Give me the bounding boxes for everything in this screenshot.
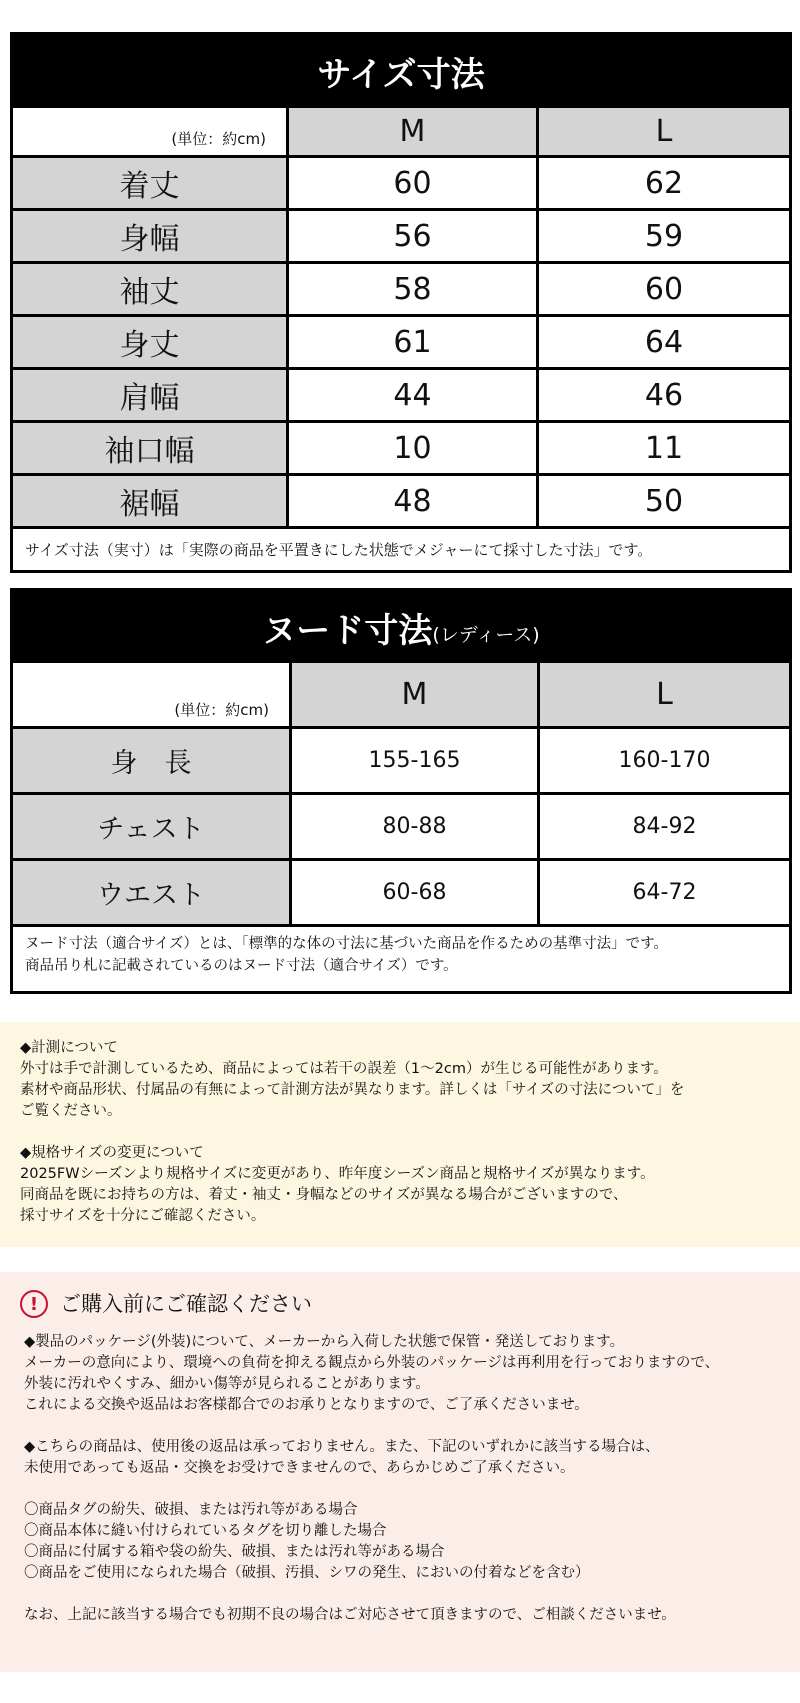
info-line: ご覧ください。 <box>20 1103 122 1119</box>
nude-note-line: 商品吊り札に記載されているのはヌード寸法（適合サイズ）です。 <box>25 958 458 974</box>
caution-line: 〇商品をご使用になられた場合（破損、汚損、シワの発生、においの付着などを含む） <box>24 1565 590 1581</box>
info-line: ◆計測について <box>20 1040 118 1056</box>
nude-header-l: L <box>540 663 789 729</box>
size-row-label: 身幅 <box>13 211 289 264</box>
size-row-value-m: 56 <box>289 211 539 264</box>
size-row-value-l: 62 <box>539 158 789 211</box>
size-row-label: 袖丈 <box>13 264 289 317</box>
size-table <box>10 32 792 573</box>
caution-box <box>0 1272 800 1672</box>
size-row-value-m: 10 <box>289 423 539 476</box>
exclamation-circle-icon: ! <box>20 1290 48 1318</box>
nude-header-m: M <box>292 663 540 729</box>
size-row-value-l: 46 <box>539 370 789 423</box>
size-row-label: 肩幅 <box>13 370 289 423</box>
size-row-value-l: 50 <box>539 476 789 529</box>
nude-unit-label: (単位：約cm) <box>13 663 292 729</box>
info-line: 2025FWシーズンより規格サイズに変更があり、昨年度シーズン商品と規格サイズが異なります。 <box>20 1166 655 1182</box>
size-row-label: 裾幅 <box>13 476 289 529</box>
caution-line: 〇商品に付属する箱や袋の紛失、破損、または汚れ等がある場合 <box>24 1544 445 1560</box>
caution-header <box>20 1290 800 1318</box>
caution-line: 〇商品タグの紛失、破損、または汚れ等がある場合 <box>24 1502 358 1518</box>
caution-line: ◆製品のパッケージ(外装)について、メーカーから入荷した状態で保管・発送しております。 <box>24 1334 625 1350</box>
info-line: 同商品を既にお持ちの方は、着丈・袖丈・身幅などのサイズが異なる場合がございますので、 <box>20 1187 628 1203</box>
info-line: 素材や商品形状、付属品の有無によって計測方法が異なります。詳しくは「サイズの寸法について」を <box>20 1082 685 1098</box>
caution-line <box>24 1479 800 1500</box>
size-header-l: L <box>539 108 789 158</box>
caution-line: 外装に汚れやくすみ、細かい傷等が見られることがあります。 <box>24 1376 430 1392</box>
nude-table <box>10 588 792 994</box>
measurement-info <box>0 1022 800 1247</box>
size-row-value-m: 61 <box>289 317 539 370</box>
caution-line: 〇商品本体に縫い付けられているタグを切り離した場合 <box>24 1523 387 1539</box>
size-table-note: サイズ寸法（実寸）は「実際の商品を平置きにした状態でメジャーにて採寸した寸法」です。 <box>13 529 789 570</box>
size-row-value-l: 59 <box>539 211 789 264</box>
size-table-title: サイズ寸法 <box>13 35 789 108</box>
nude-row-value-m: 155-165 <box>292 729 540 795</box>
nude-table-title-bar <box>13 591 789 663</box>
size-row-value-m: 60 <box>289 158 539 211</box>
size-row-value-m: 44 <box>289 370 539 423</box>
nude-table-title: ヌード寸法 <box>262 610 433 651</box>
size-row-value-l: 60 <box>539 264 789 317</box>
info-line: 外寸は手で計測しているため、商品によっては若干の誤差（1〜2cm）が生じる可能性があります。 <box>20 1061 668 1077</box>
nude-table-note <box>25 933 668 977</box>
caution-line: 未使用であっても返品・交換をお受けできませんので、あらかじめご了承ください。 <box>24 1460 575 1476</box>
nude-row-value-l: 160-170 <box>540 729 789 795</box>
nude-row-value-l: 84-92 <box>540 795 789 861</box>
caution-line <box>24 1416 800 1437</box>
size-row-label: 身丈 <box>13 317 289 370</box>
nude-row-label: 身 長 <box>13 729 292 795</box>
caution-heading: ご購入前にご確認ください <box>60 1291 312 1316</box>
nude-note-line: ヌード寸法（適合サイズ）とは、「標準的な体の寸法に基づいた商品を作るための基準寸法」です。 <box>25 936 668 952</box>
size-row-label: 袖口幅 <box>13 423 289 476</box>
nude-row-value-m: 80-88 <box>292 795 540 861</box>
size-unit-label: (単位：約cm) <box>13 108 289 158</box>
info-line <box>20 1122 800 1143</box>
size-row-value-l: 11 <box>539 423 789 476</box>
caution-line: ◆こちらの商品は、使用後の返品は承っておりません。また、下記のいずれかに該当する場合は、 <box>24 1439 660 1455</box>
caution-line: これによる交換や返品はお客様都合でのお承りとなりますので、ご了承くださいませ。 <box>24 1397 589 1413</box>
info-line: ◆規格サイズの変更について <box>20 1145 204 1161</box>
nude-row-value-l: 64-72 <box>540 861 789 927</box>
size-row-value-l: 64 <box>539 317 789 370</box>
caution-line: メーカーの意向により、環境への負荷を抑える観点から外装のパッケージは再利用を行っておりますので、 <box>24 1355 720 1371</box>
caution-body <box>20 1332 800 1626</box>
caution-line <box>24 1584 800 1605</box>
caution-line: なお、上記に該当する場合でも初期不良の場合はご対応させて頂きますので、ご相談くださいませ。 <box>24 1607 676 1623</box>
info-line: 採寸サイズを十分にご確認ください。 <box>20 1208 266 1224</box>
nude-row-label: チェスト <box>13 795 292 861</box>
size-header-m: M <box>289 108 539 158</box>
size-row-value-m: 48 <box>289 476 539 529</box>
nude-table-title-suffix: (レディース) <box>432 623 540 646</box>
size-row-value-m: 58 <box>289 264 539 317</box>
nude-row-label: ウエスト <box>13 861 292 927</box>
size-row-label: 着丈 <box>13 158 289 211</box>
nude-row-value-m: 60-68 <box>292 861 540 927</box>
